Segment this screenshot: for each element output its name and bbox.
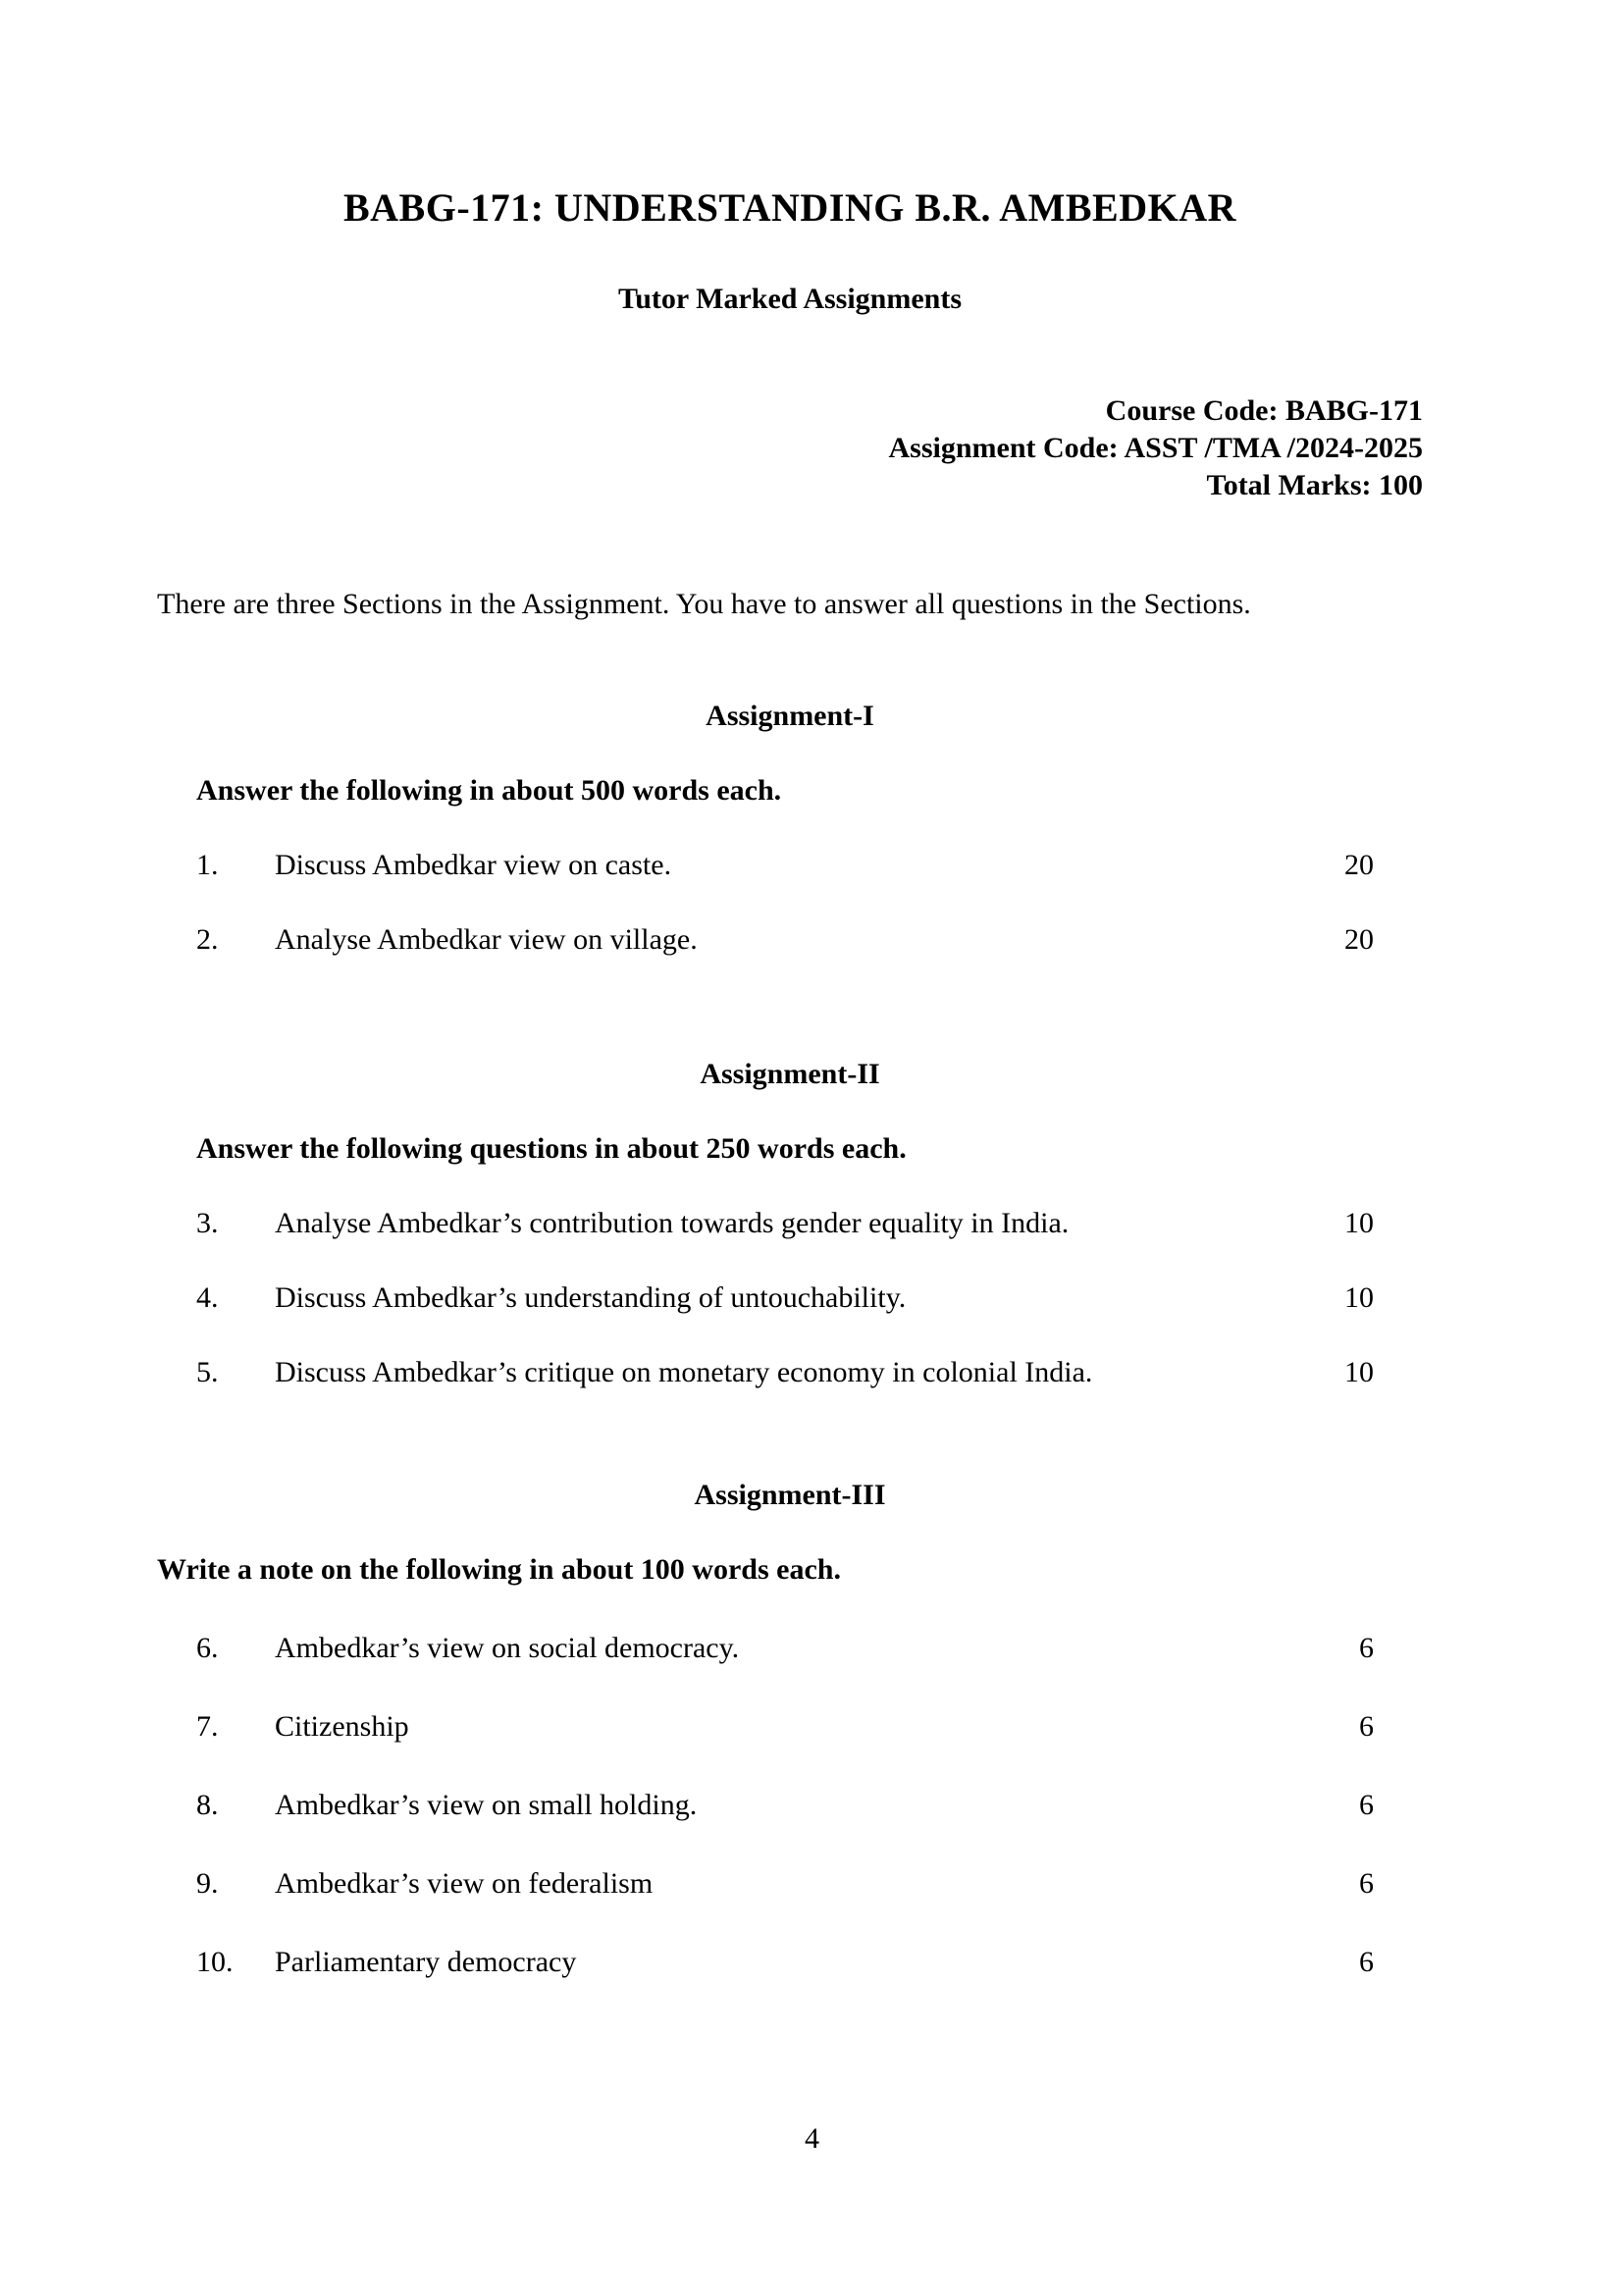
question-number: 5. bbox=[196, 1356, 219, 1388]
question-list bbox=[157, 1631, 1423, 1980]
question-text: Citizenship bbox=[275, 1710, 409, 1743]
section-instruction: Answer the following questions in about 250 words each. bbox=[196, 1132, 907, 1165]
question-row bbox=[157, 1280, 1423, 1316]
question-number: 6. bbox=[196, 1632, 219, 1664]
assignment-meta bbox=[157, 392, 1423, 504]
question-text: Ambedkar’s view on federalism bbox=[275, 1867, 654, 1900]
question-number: 2. bbox=[196, 923, 219, 956]
question-number: 7. bbox=[196, 1710, 219, 1743]
question-text: Parliamentary democracy bbox=[275, 1946, 577, 1978]
question-list bbox=[157, 848, 1423, 958]
question-text: Ambedkar’s view on social democracy. bbox=[275, 1632, 740, 1664]
question-row bbox=[157, 922, 1423, 958]
page-title: BABG-171: UNDERSTANDING B.R. AMBEDKAR bbox=[342, 185, 1237, 230]
question-text: Analyse Ambedkar view on village. bbox=[275, 923, 698, 956]
question-number: 4. bbox=[196, 1281, 219, 1314]
section-heading: Assignment-II bbox=[700, 1058, 880, 1090]
assignment-section bbox=[157, 1478, 1423, 1980]
question-text: Discuss Ambedkar’s critique on monetary economy in colonial India. bbox=[275, 1356, 1093, 1388]
section-heading: Assignment-III bbox=[694, 1479, 886, 1511]
question-marks: 10 bbox=[1344, 1356, 1374, 1388]
total-marks: Total Marks: 100 bbox=[1206, 469, 1423, 501]
page-number: 4 bbox=[805, 2122, 819, 2155]
assignment-code: Assignment Code: ASST /TMA /2024-2025 bbox=[888, 432, 1423, 464]
question-text: Discuss Ambedkar’s understanding of untouchability. bbox=[275, 1281, 907, 1314]
course-code: Course Code: BABG-171 bbox=[1105, 394, 1423, 427]
question-marks: 10 bbox=[1344, 1281, 1374, 1314]
assignment-section bbox=[157, 1057, 1423, 1390]
question-marks: 20 bbox=[1344, 923, 1374, 956]
question-marks: 10 bbox=[1344, 1207, 1374, 1239]
question-marks: 6 bbox=[1359, 1867, 1374, 1900]
question-row bbox=[157, 1631, 1423, 1666]
question-row bbox=[157, 1709, 1423, 1745]
sections bbox=[157, 699, 1423, 1980]
question-text: Analyse Ambedkar’s contribution towards gender equality in India. bbox=[275, 1207, 1070, 1239]
question-number: 3. bbox=[196, 1207, 219, 1239]
question-marks: 6 bbox=[1359, 1946, 1374, 1978]
question-number: 1. bbox=[196, 849, 219, 881]
question-number: 10. bbox=[196, 1946, 234, 1978]
question-text: Discuss Ambedkar view on caste. bbox=[275, 849, 672, 881]
question-row bbox=[157, 1206, 1423, 1241]
question-number: 9. bbox=[196, 1867, 219, 1900]
question-row bbox=[157, 848, 1423, 883]
question-list bbox=[157, 1206, 1423, 1390]
question-row bbox=[157, 1945, 1423, 1980]
intro-paragraph: There are three Sections in the Assignment. You have to answer all questions in the Sections. bbox=[157, 588, 1251, 620]
question-text: Ambedkar’s view on small holding. bbox=[275, 1789, 698, 1821]
question-row bbox=[157, 1866, 1423, 1902]
document-subtitle: Tutor Marked Assignments bbox=[617, 283, 963, 315]
question-marks: 6 bbox=[1359, 1710, 1374, 1743]
section-instruction: Answer the following in about 500 words each. bbox=[196, 774, 782, 807]
question-row bbox=[157, 1355, 1423, 1390]
assignment-section bbox=[157, 699, 1423, 958]
section-instruction: Write a note on the following in about 100 words each. bbox=[157, 1553, 841, 1586]
question-row bbox=[157, 1788, 1423, 1823]
question-marks: 6 bbox=[1359, 1632, 1374, 1664]
section-heading: Assignment-I bbox=[706, 700, 874, 732]
question-number: 8. bbox=[196, 1789, 219, 1821]
question-marks: 20 bbox=[1344, 849, 1374, 881]
question-marks: 6 bbox=[1359, 1789, 1374, 1821]
